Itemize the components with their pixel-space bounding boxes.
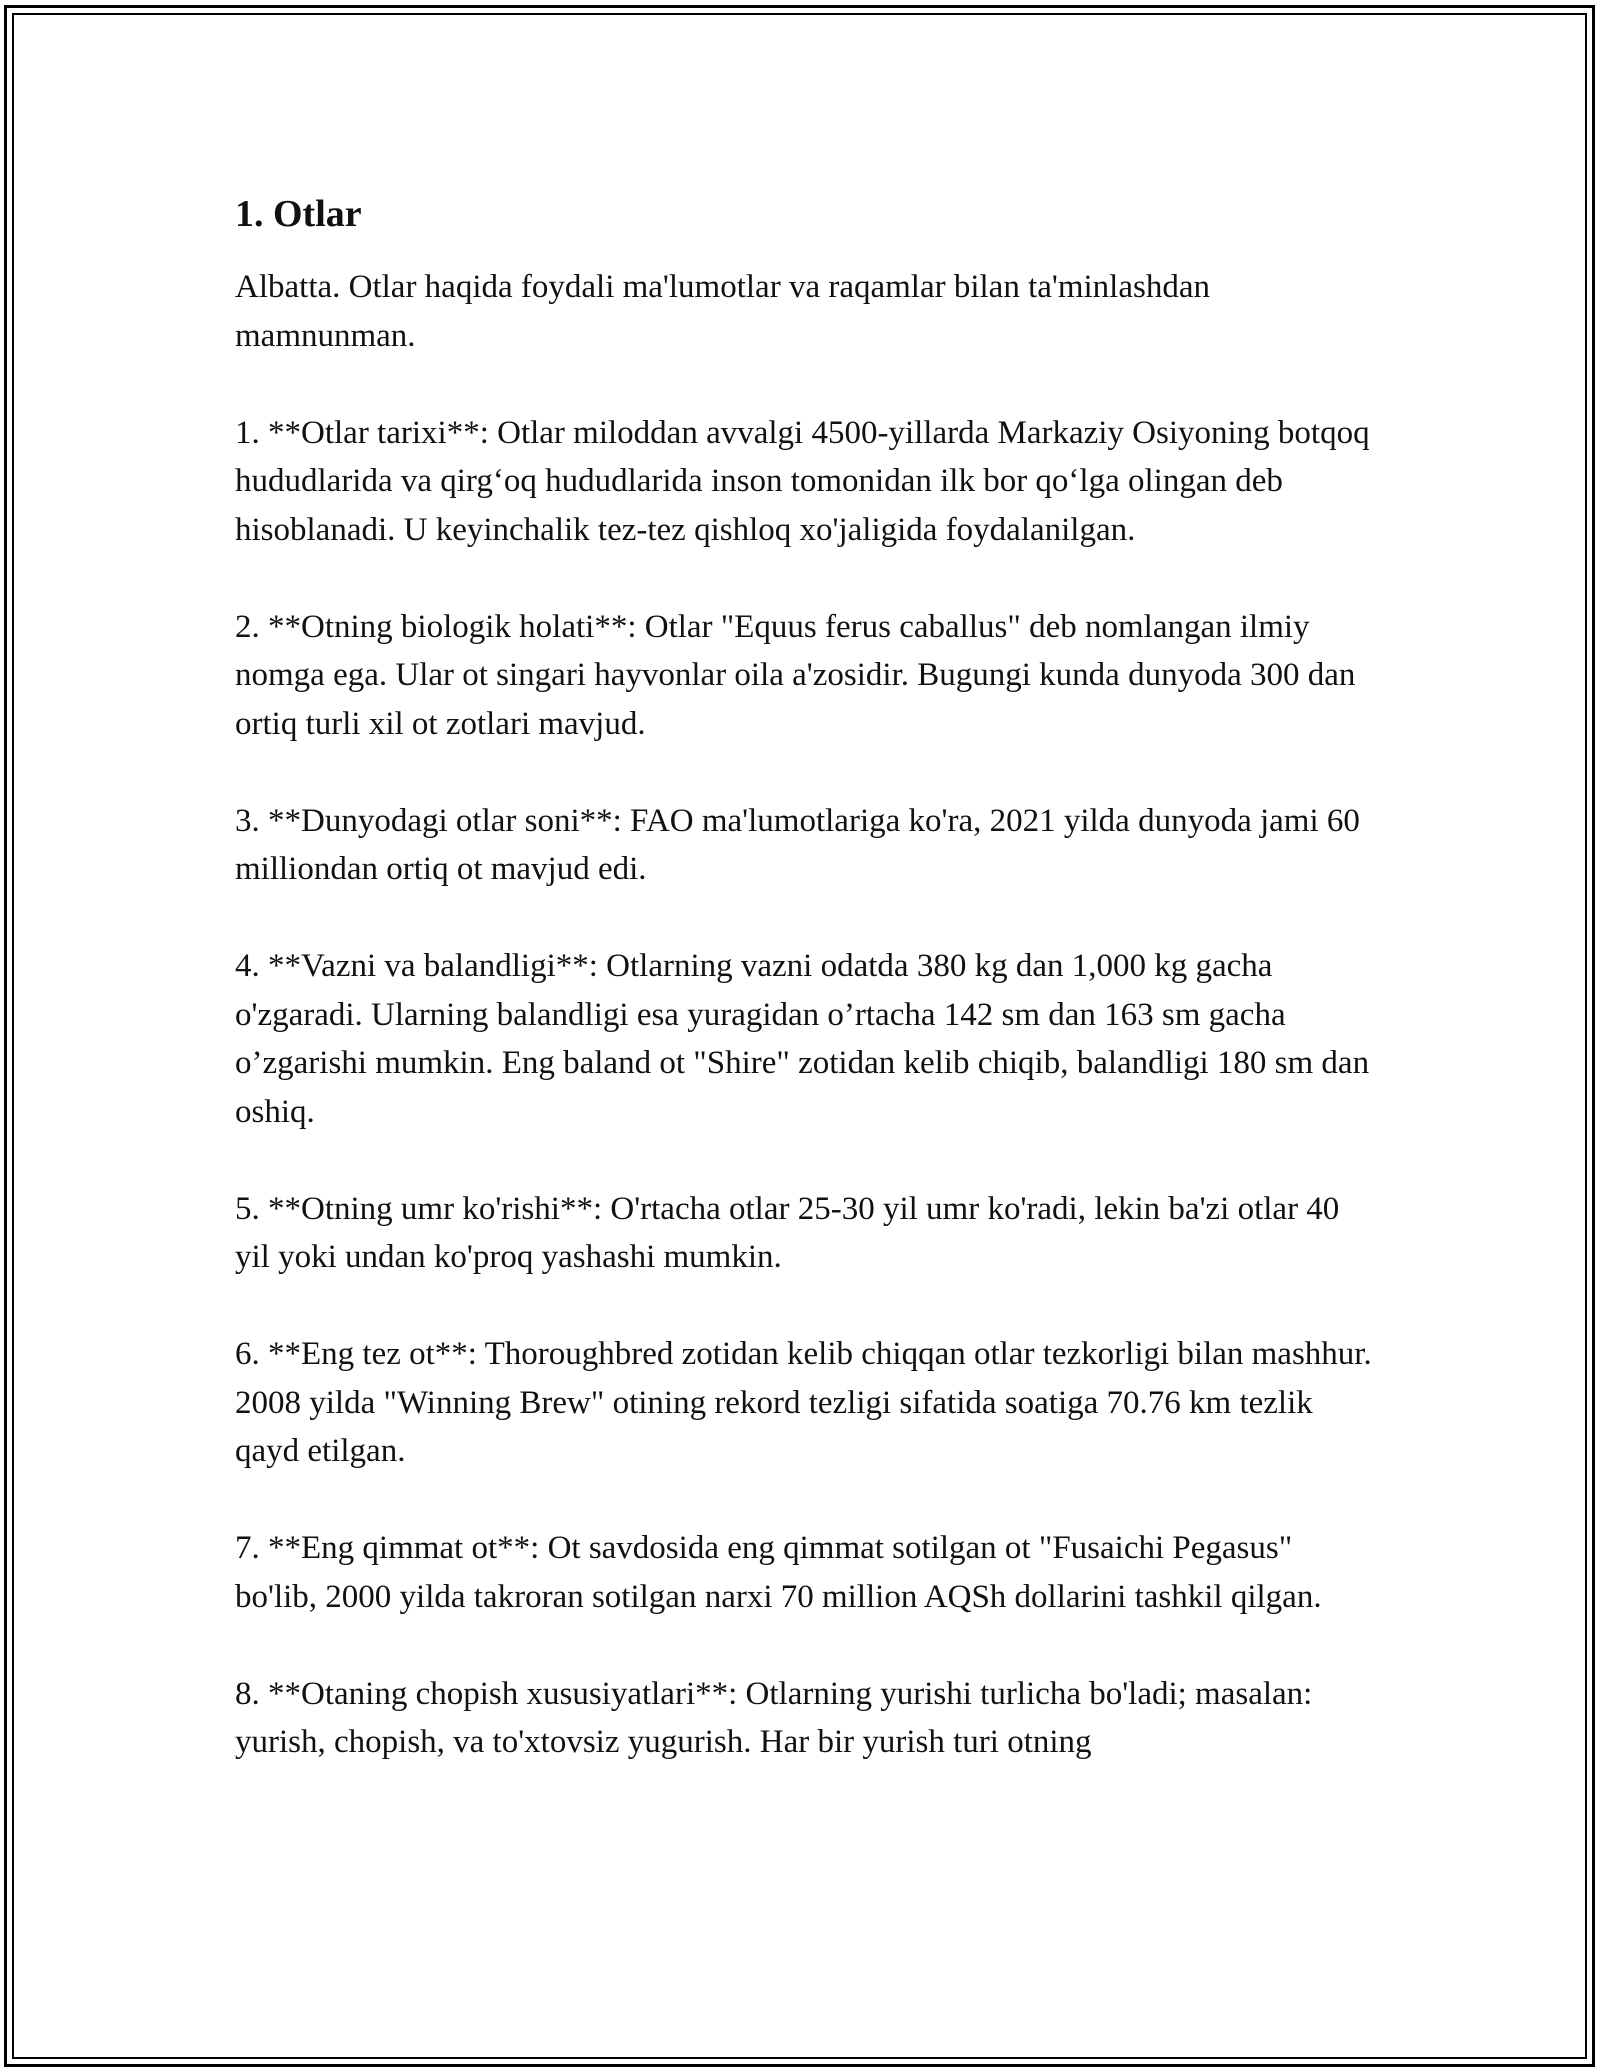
page-title: 1. Otlar [235, 193, 362, 235]
fact-item-5: 5. **Otning umr ko'rishi**: O'rtacha otlar 25-30 yil umr ko'radi, lekin ba'zi otlar 40 yil yoki undan ko'proq yashashi mumkin. [235, 1190, 1340, 1275]
fact-item-6: 6. **Eng tez ot**: Thoroughbred zotidan kelib chiqqan otlar tezkorligi bilan mashhur. 2008 yilda "Winning Brew" otining rekord tezligi sifatida soatiga 70.76 km tezlik qayd etilgan. [235, 1336, 1372, 1469]
fact-item-2: 2. **Otning biologik holati**: Otlar "Equus ferus caballus" deb nomlangan ilmiy nomga ega. Ular ot singari hayvonlar oila a'zosidir. Bugungi kunda dunyoda 300 dan ortiq turli xil ot zotlari mavjud. [235, 608, 1356, 742]
intro-paragraph: Albatta. Otlar haqida foydali ma'lumotlar va raqamlar bilan ta'minlashdan mamnunman. [235, 269, 1210, 354]
fact-item-3: 3. **Dunyodagi otlar soni**: FAO ma'lumotlariga ko'ra, 2021 yilda dunyoda jami 60 milliondan ortiq ot mavjud edi. [235, 802, 1360, 887]
fact-item-7: 7. **Eng qimmat ot**: Ot savdosida eng qimmat sotilgan ot "Fusaichi Pegasus" bo'lib, 2000 yilda takroran sotilgan narxi 70 million AQSh dollarini tashkil qilgan. [235, 1530, 1322, 1615]
document-body [235, 185, 1375, 1815]
fact-item-8: 8. **Otaning chopish xususiyatlari**: Otlarning yurishi turlicha bo'ladi; masalan: yurish, chopish, va to'xtovsiz yugurish. Har bir yurish turi otning [235, 1675, 1313, 1760]
fact-item-1: 1. **Otlar tarixi**: Otlar miloddan avvalgi 4500-yillarda Markaziy Osiyoning botqoq hududlarida va qirg‘oq hududlarida inson tomonidan ilk bor qo‘lga olingan deb hisoblanadi. U keyinchalik tez-tez qishloq xo'jaligida foydalanilgan. [235, 414, 1370, 548]
fact-item-4: 4. **Vazni va balandligi**: Otlarning vazni odatda 380 kg dan 1,000 kg gacha o'zgaradi. Ularning balandligi esa yuragidan o’rtacha 142 sm dan 163 sm gacha o’zgarishi mumkin. Eng baland ot "Shire" zotidan kelib chiqib, balandligi 180 sm dan oshiq. [235, 948, 1370, 1130]
